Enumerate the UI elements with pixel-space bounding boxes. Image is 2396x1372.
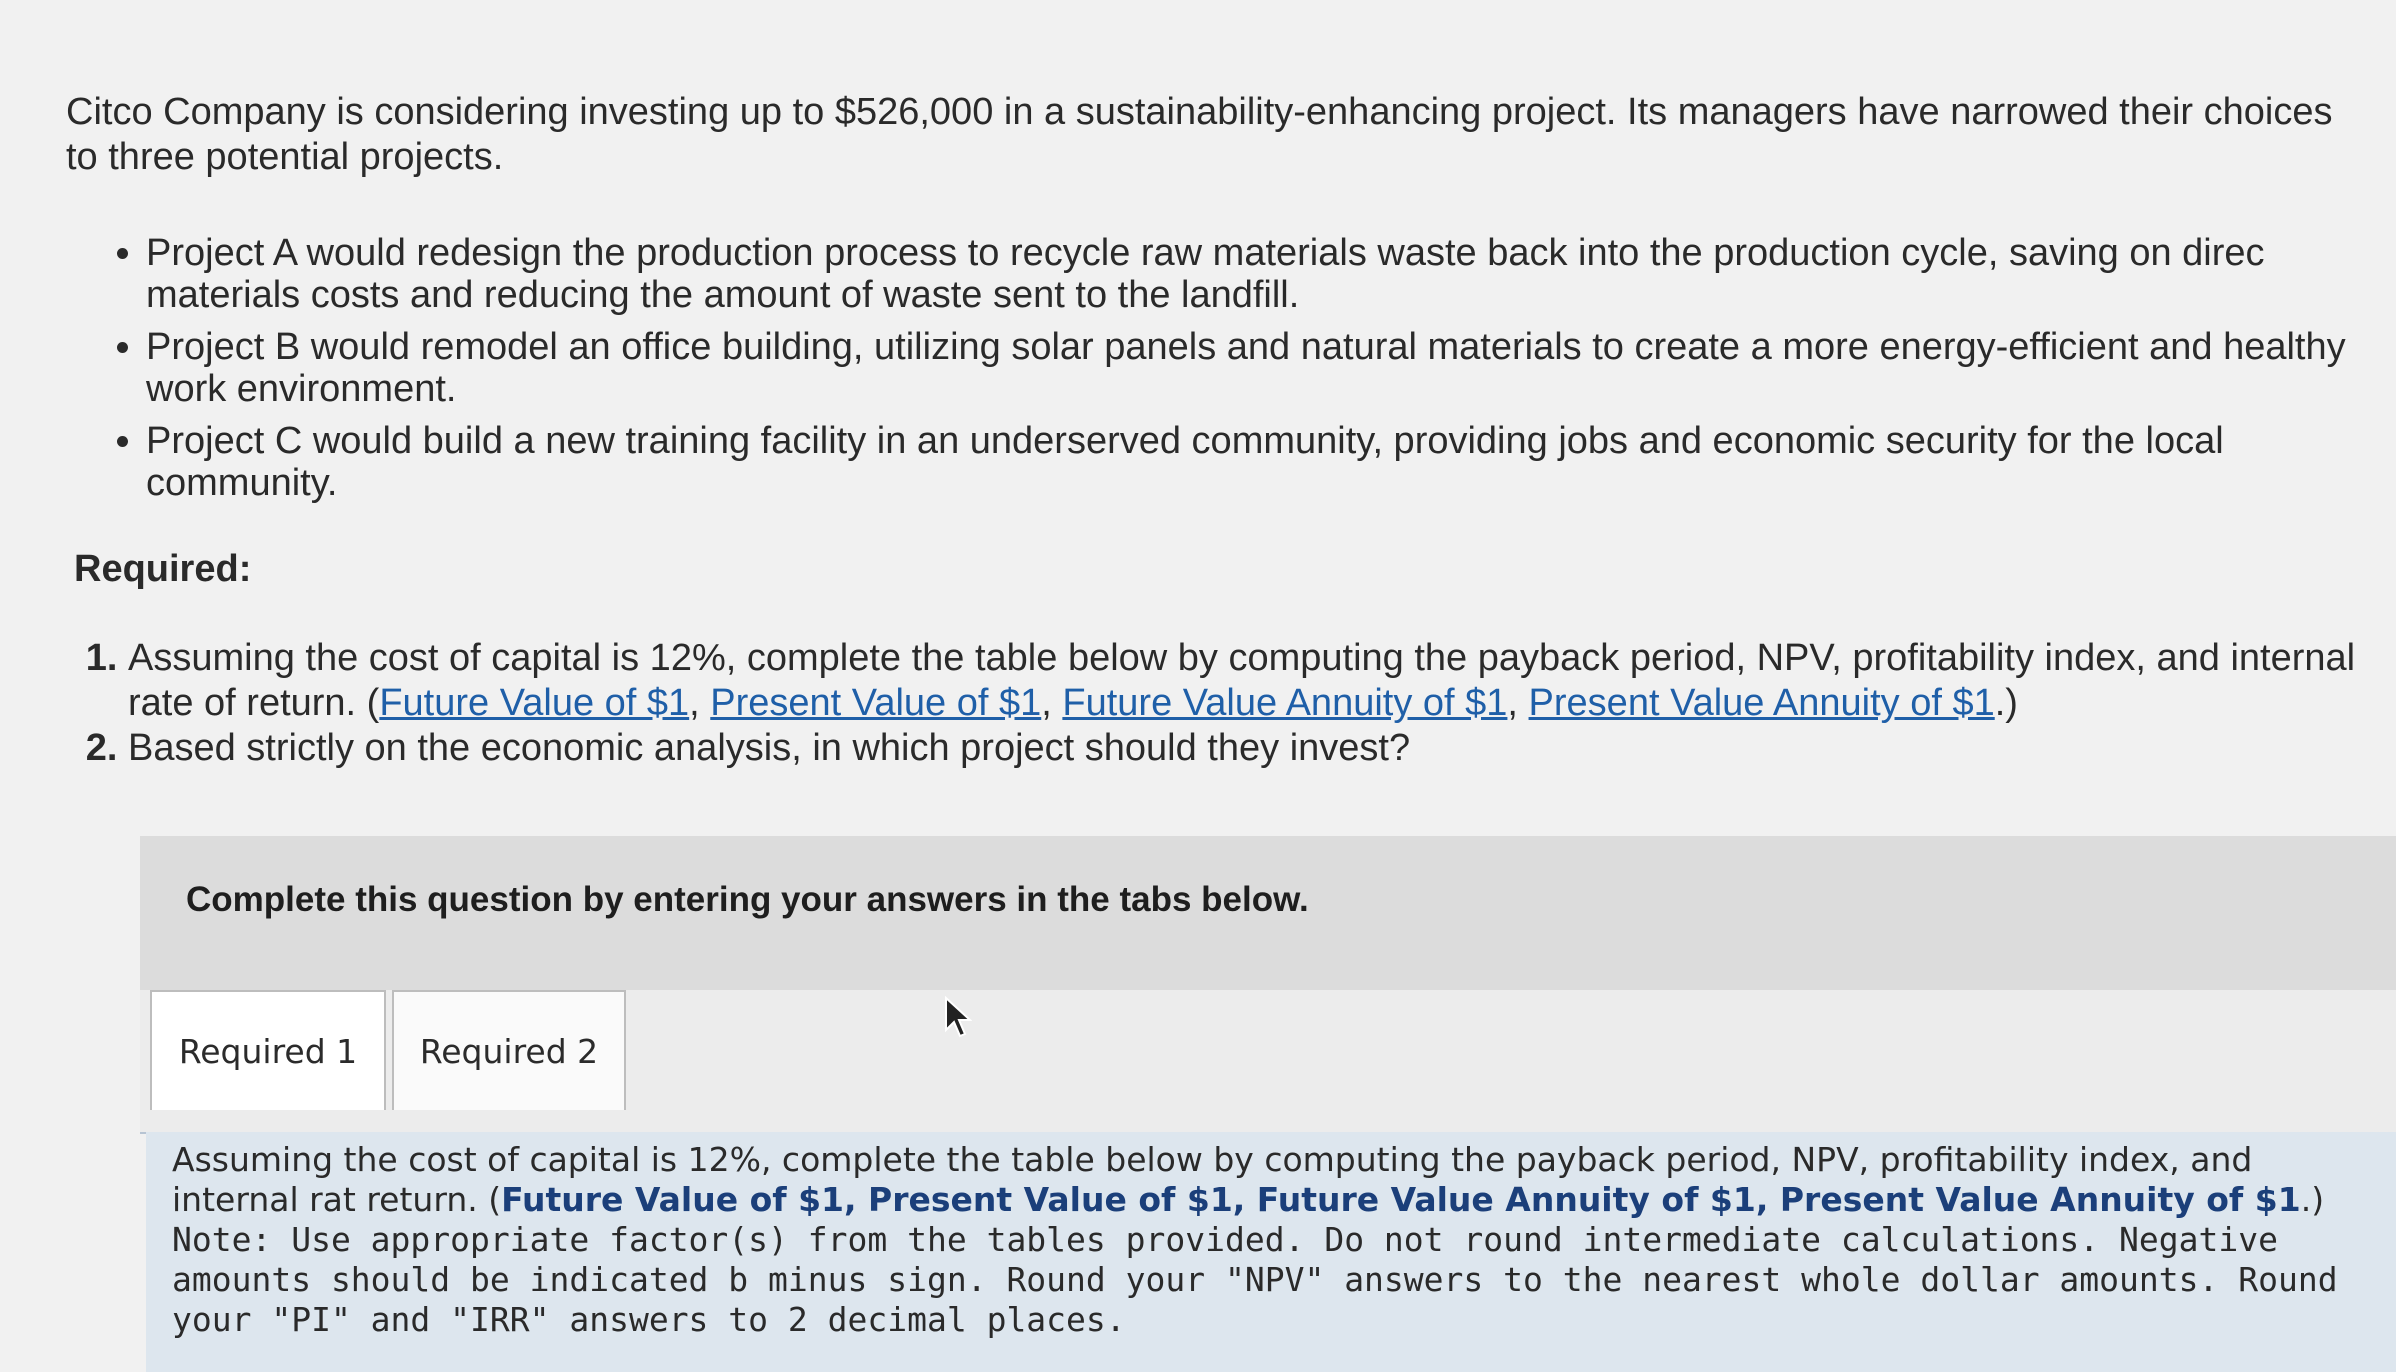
tab-required-1[interactable]: Required 1 bbox=[150, 990, 386, 1110]
tab-note: Note: Use appropriate factor(s) from the tables provided. Do not round intermediate calculations. Negative amounts should be indicated b minus sign. Round your "NPV" answers to the nearest whole dollar amounts. Round your "PI" and "IRR" answers to 2 decimal places. bbox=[172, 1220, 2338, 1339]
requirements-list bbox=[84, 636, 2396, 771]
future-value-link[interactable]: Future Value of $1 bbox=[379, 682, 690, 724]
project-b-item: • Project B would remodel an office building, utilizing solar panels and natural materials to create a more energy-efficient and healthy work environment. bbox=[146, 326, 2396, 410]
panel-title: Complete this question by entering your answers in the tabs below. bbox=[186, 880, 1309, 919]
tab-instructions bbox=[172, 1140, 2382, 1340]
project-c-item: • Project C would build a new training facility in an underserved community, providing jobs and economic security for the local community. bbox=[146, 420, 2396, 504]
requirement-1-end: .) bbox=[1994, 682, 2018, 724]
present-value-link[interactable]: Present Value of $1 bbox=[710, 682, 1042, 724]
tab-content-area bbox=[146, 1132, 2396, 1372]
required-heading: Required: bbox=[74, 548, 252, 590]
requirement-1-text: Assuming the cost of capital is 12%, complete the table below by computing the payback period, NPV, profitability index, and internal rate of return. ( bbox=[128, 637, 2356, 724]
tab-required-2[interactable]: Required 2 bbox=[392, 990, 626, 1110]
instructions-panel bbox=[140, 836, 2396, 1014]
future-value-annuity-link[interactable]: Future Value Annuity of $1 bbox=[1062, 682, 1508, 724]
project-list bbox=[110, 232, 2396, 514]
tab-links-end: .) bbox=[2300, 1180, 2325, 1219]
intro-paragraph: Citco Company is considering investing up to $526,000 in a sustainability-enhancing project. Its managers have narrowed their choices to three potential projects. bbox=[66, 91, 2333, 178]
present-value-annuity-link[interactable]: Present Value Annuity of $1 bbox=[1528, 682, 1995, 724]
requirement-2: 2. Based strictly on the economic analysis, in which project should they invest? bbox=[128, 726, 2396, 771]
mouse-cursor-icon bbox=[944, 996, 972, 1038]
requirement-1: 1. Assuming the cost of capital is 12%, complete the table below by computing the payback period, NPV, profitability index, and internal rate of return. (Future Value of $1, Present Value of $1, Future Value Annuity of $1, Present Value Annuity of $1.) bbox=[128, 636, 2396, 726]
project-a-item: • Project A would redesign the production process to recycle raw materials waste back into the production cycle, saving on direc materials costs and reducing the amount of waste sent to the landfill. bbox=[146, 232, 2396, 316]
tab-reference-links[interactable]: Future Value of $1, Present Value of $1, Future Value Annuity of $1, Present Value Annuity of $1 bbox=[501, 1180, 2301, 1219]
tab-instruction-text: Assuming the cost of capital is 12%, complete the table below by computing the payback period, NPV, profitability index, and internal rat return. ( bbox=[172, 1140, 2253, 1219]
tab-bar bbox=[140, 990, 2396, 1134]
